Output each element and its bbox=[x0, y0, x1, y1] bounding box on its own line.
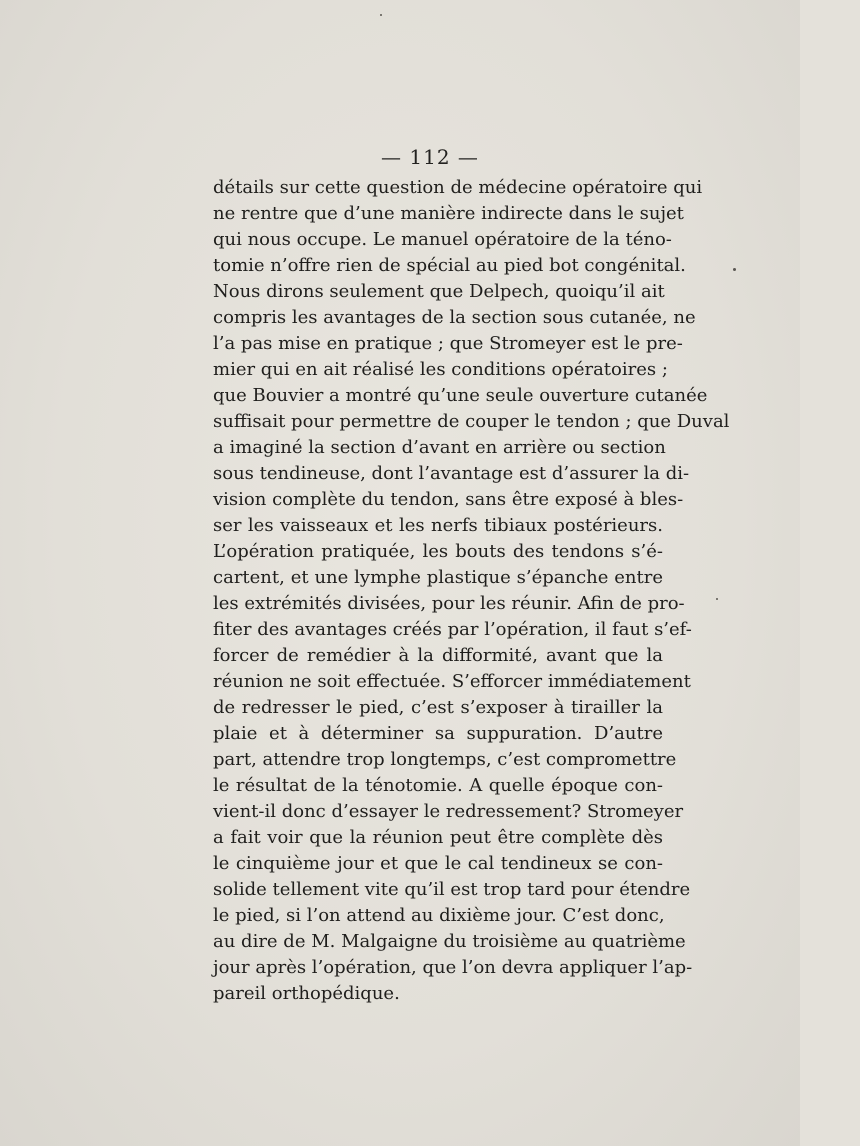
paper-speck bbox=[716, 598, 718, 600]
text-line: solide tellement vite qu’il est trop tard pour étendre bbox=[213, 879, 691, 900]
text-line: de redresser le pied, c’est s’exposer à tirailler la bbox=[213, 697, 663, 718]
text-line: réunion ne soit effectuée. S’efforcer immédiatement bbox=[213, 671, 691, 692]
paper-speck bbox=[733, 268, 736, 271]
text-line: vision complète du tendon, sans être exposé à bles- bbox=[213, 489, 684, 510]
text-line: au dire de M. Malgaigne du troisième au quatrième bbox=[213, 931, 686, 952]
text-line: les extrémités divisées, pour les réunir. Afin de pro- bbox=[213, 593, 685, 614]
text-line: L’opération pratiquée, les bouts des tendons s’é- bbox=[213, 541, 663, 562]
text-line: le résultat de la ténotomie. A quelle époque con- bbox=[213, 775, 663, 796]
text-line: plaie et à déterminer sa suppuration. D’autre bbox=[213, 723, 663, 744]
text-line: détails sur cette question de médecine opératoire qui bbox=[213, 177, 703, 198]
text-line: mier qui en ait réalisé les conditions opératoires ; bbox=[213, 359, 668, 380]
text-line: suffisait pour permettre de couper le tendon ; que Duval bbox=[213, 411, 730, 432]
text-line: part, attendre trop longtemps, c’est compromettre bbox=[213, 749, 677, 770]
text-line: ser les vaisseaux et les nerfs tibiaux postérieurs. bbox=[213, 515, 663, 536]
text-line: cartent, et une lymphe plastique s’épanche entre bbox=[213, 567, 663, 588]
text-line: compris les avantages de la section sous cutanée, ne bbox=[213, 307, 696, 328]
text-line: le cinquième jour et que le cal tendineux se con- bbox=[213, 853, 663, 874]
page-number: — 112 — bbox=[381, 145, 479, 169]
text-line: jour après l’opération, que l’on devra appliquer l’ap- bbox=[213, 957, 693, 978]
text-line: vient-il donc d’essayer le redressement? Stromeyer bbox=[213, 801, 684, 822]
text-line: tomie n’offre rien de spécial au pied bot congénital. bbox=[213, 255, 686, 276]
text-line: sous tendineuse, dont l’avantage est d’assurer la di- bbox=[213, 463, 690, 484]
body-text bbox=[213, 175, 730, 1007]
text-line: fiter des avantages créés par l’opération, il faut s’ef- bbox=[213, 619, 692, 640]
text-line: ne rentre que d’une manière indirecte dans le sujet bbox=[213, 203, 684, 224]
text-line: forcer de remédier à la difformité, avant que la bbox=[213, 645, 663, 666]
text-line: le pied, si l’on attend au dixième jour. C’est donc, bbox=[213, 905, 665, 926]
text-line: qui nous occupe. Le manuel opératoire de la téno- bbox=[213, 229, 672, 250]
text-line: pareil orthopédique. bbox=[213, 983, 400, 1004]
text-line: que Bouvier a montré qu’une seule ouverture cutanée bbox=[213, 385, 708, 406]
paper-speck bbox=[380, 14, 382, 16]
text-line: a fait voir que la réunion peut être complète dès bbox=[213, 827, 663, 848]
text-line: Nous dirons seulement que Delpech, quoiqu’il ait bbox=[213, 281, 665, 302]
text-line: l’a pas mise en pratique ; que Stromeyer est le pre- bbox=[213, 333, 683, 354]
text-line: a imaginé la section d’avant en arrière ou section bbox=[213, 437, 666, 458]
